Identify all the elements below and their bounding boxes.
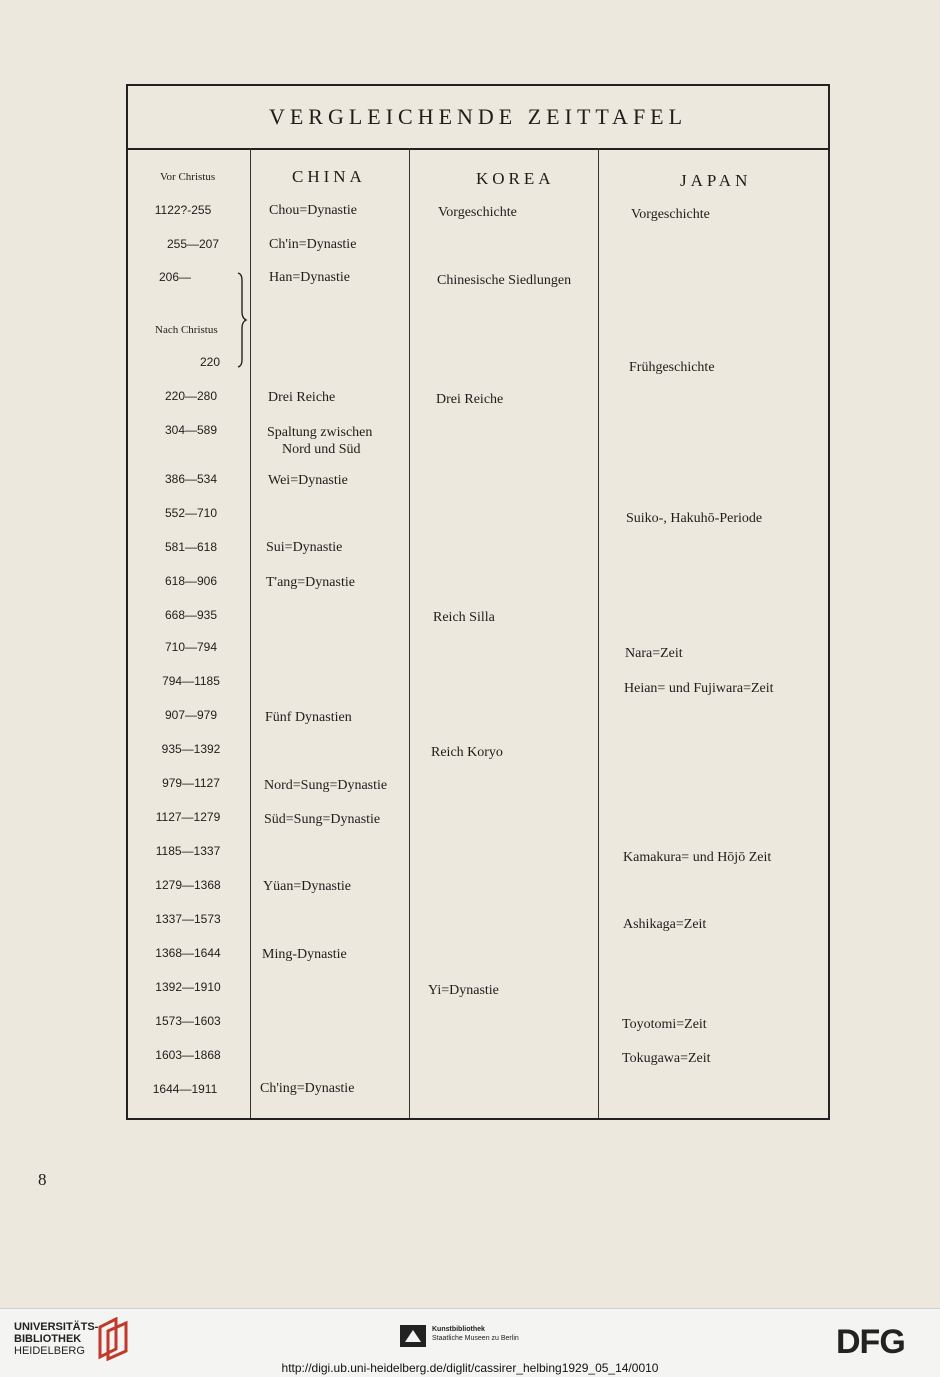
korea-cell: Drei Reiche [436, 392, 504, 407]
date-cell: 618—906 [164, 574, 218, 588]
date-cell: 386—534 [164, 472, 218, 486]
library-logo-text[interactable] [14, 1321, 98, 1357]
korea-cell: Vorgeschichte [438, 205, 517, 220]
korea-cell: Reich Koryo [431, 745, 503, 760]
library-name-line: HEIDELBERG [14, 1345, 85, 1357]
date-cell: 1279—1368 [155, 878, 221, 892]
japan-cell: Heian= und Fujiwara=Zeit [624, 681, 774, 696]
china-cell: Süd=Sung=Dynastie [264, 812, 381, 827]
date-cell: 979—1127 [162, 776, 220, 790]
china-cell: Nord=Sung=Dynastie [264, 778, 388, 793]
japan-cell: Kamakura= und Hōjō Zeit [623, 850, 772, 865]
era-ad-label: Nach Christus [155, 324, 218, 336]
date-cell: 935—1392 [161, 742, 221, 756]
column-divider [598, 148, 599, 1118]
korea-header: KOREA [476, 169, 555, 188]
date-cell: 1368—1644 [155, 946, 221, 960]
china-header: CHINA [292, 167, 366, 186]
korea-cell: Yi=Dynastie [428, 983, 499, 998]
kunstbibliothek-name: Kunstbibliothek [432, 1326, 485, 1333]
library-name-line: BIBLIOTHEK [14, 1333, 82, 1345]
date-cell: 581—618 [164, 540, 218, 554]
japan-header: JAPAN [680, 171, 752, 190]
china-cell: Chou=Dynastie [269, 203, 357, 218]
kunstbibliothek-text [432, 1325, 519, 1343]
date-cell: 304—589 [164, 423, 218, 437]
date-cell: 1337—1573 [155, 912, 221, 926]
china-cell: Spaltung zwischen [267, 425, 373, 440]
japan-cell: Toyotomi=Zeit [622, 1017, 707, 1032]
date-cell: 668—935 [164, 608, 218, 622]
korea-cell: Chinesische Siedlungen [437, 273, 572, 288]
table-title-row [128, 86, 828, 150]
china-cell: Sui=Dynastie [266, 540, 343, 555]
china-cell: Wei=Dynastie [268, 473, 348, 488]
kunstbibliothek-logo-icon[interactable] [400, 1325, 426, 1347]
column-divider [409, 148, 410, 1118]
korea-cell: Reich Silla [433, 610, 495, 625]
japan-cell: Vorgeschichte [631, 207, 710, 222]
library-name-line: UNIVERSITÄTS- [14, 1321, 99, 1333]
date-cell: 794—1185 [162, 674, 220, 688]
date-cell: 552—710 [164, 506, 218, 520]
permalink-url[interactable]: http://digi.ub.uni-heidelberg.de/diglit/cassirer_helbing1929_05_14/0010 [281, 1361, 659, 1375]
china-cell: Drei Reiche [268, 390, 336, 405]
china-cell: T'ang=Dynastie [266, 575, 355, 590]
date-cell: 255—207 [166, 237, 220, 251]
digitization-footer [0, 1308, 940, 1377]
china-cell: Nord und Süd [282, 442, 361, 457]
table-title: VERGLEICHENDE ZEITTAFEL [268, 104, 688, 129]
japan-cell: Frühgeschichte [629, 360, 715, 375]
kunstbibliothek-subtitle: Staatliche Museen zu Berlin [432, 1335, 519, 1342]
bracket-icon [236, 272, 248, 368]
date-cell: 907—979 [164, 708, 218, 722]
date-cell: 206— [158, 270, 192, 284]
date-cell: 1603—1868 [155, 1048, 221, 1062]
china-cell: Fünf Dynastien [265, 710, 352, 725]
dfg-logo[interactable]: DFG [836, 1323, 905, 1361]
date-cell: 220—280 [164, 389, 218, 403]
date-cell: 1573—1603 [155, 1014, 221, 1028]
date-cell: 1644—1911 [152, 1082, 218, 1096]
column-divider [250, 148, 251, 1118]
date-cell: 220 [199, 355, 221, 369]
japan-cell: Ashikaga=Zeit [623, 917, 707, 932]
date-cell: 1392—1910 [155, 980, 221, 994]
china-cell: Yüan=Dynastie [263, 879, 351, 894]
china-cell: Ch'in=Dynastie [269, 237, 357, 252]
china-cell: Ming-Dynastie [262, 947, 347, 962]
date-cell: 1127—1279 [155, 810, 221, 824]
china-cell: Ch'ing=Dynastie [260, 1081, 355, 1096]
date-cell: 710—794 [164, 640, 218, 654]
japan-cell: Nara=Zeit [625, 646, 683, 661]
japan-cell: Suiko-, Hakuhō-Periode [626, 511, 763, 526]
page-number: 8 [38, 1170, 47, 1189]
era-bc-label: Vor Christus [160, 171, 216, 183]
date-cell: 1185—1337 [155, 844, 221, 858]
japan-cell: Tokugawa=Zeit [622, 1051, 711, 1066]
date-cell: 1122?-255 [154, 203, 212, 217]
university-library-logo-icon[interactable] [96, 1317, 130, 1361]
china-cell: Han=Dynastie [269, 270, 350, 285]
